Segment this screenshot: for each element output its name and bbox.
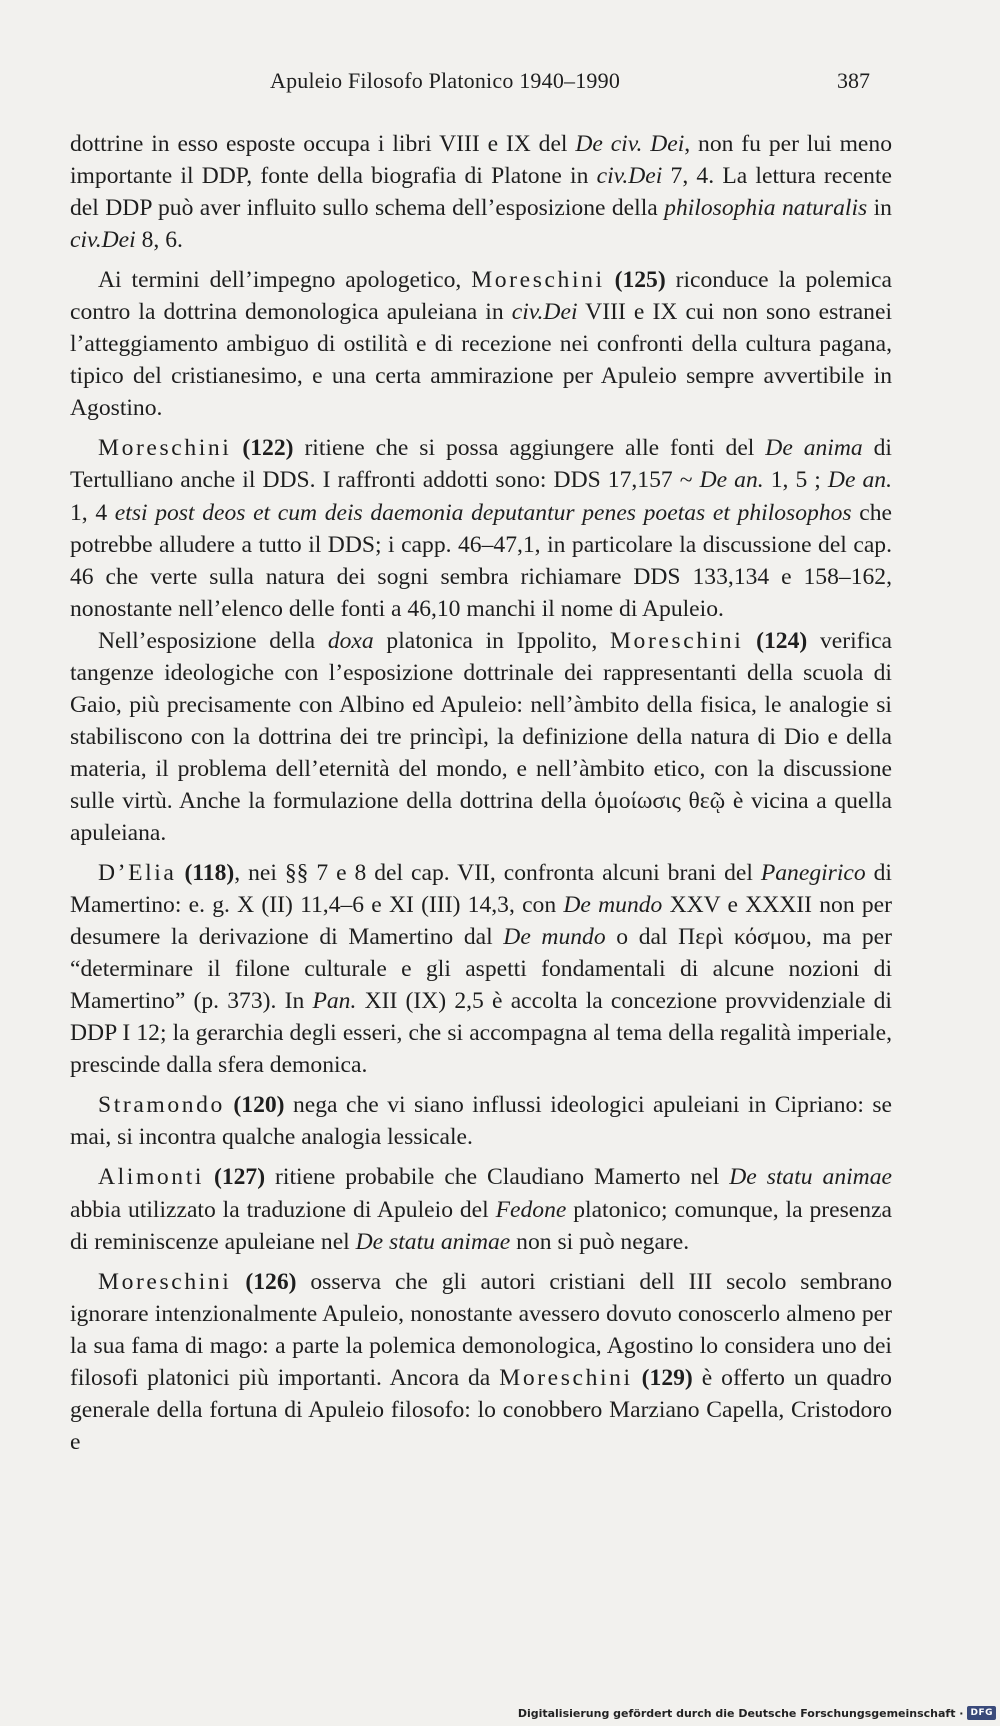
work-title: De statu animae: [355, 1228, 511, 1255]
latin-phrase: philosophia naturalis: [664, 195, 868, 222]
running-head: [70, 68, 870, 102]
reference-number: (129): [641, 1364, 693, 1391]
author-name: Stramondo: [98, 1092, 225, 1119]
paragraph: Ai termini dell’impegno apologetico, Moreschini (125) riconduce la polemica contro la dottrina demonologica apuleiana in civ.Dei VIII e IX cui non sono estranei l’atteggiamento ambiguo di ostilità e di recezione nei confronti della cultura pagana, tipico del cristianesimo, e una certa ammirazione per Apuleio sempre avvertibile in Agostino.: [70, 267, 892, 422]
footer-text: Digitalisierung gefördert durch die Deutsche Forschungsgemeinschaft ·: [517, 1706, 964, 1720]
reference-number: (120): [233, 1092, 285, 1119]
author-name: Alimonti: [98, 1164, 205, 1191]
work-title: civ.Dei: [596, 163, 663, 190]
body-text: [70, 128, 892, 1458]
work-title: De civ. Dei: [575, 131, 685, 157]
work-title: civ.Dei: [70, 227, 136, 254]
work-title: Pan.: [312, 988, 357, 1015]
author-name: Moreschini: [499, 1364, 633, 1391]
reference-number: (127): [213, 1164, 266, 1191]
paragraph: Nell’esposizione della doxa platonica in Ippolito, Moreschini (124) verifica tangenze ideologiche con l’esposizione dottrinale dei rappresentanti della scuola di Gaio, più precisamente con Albino ed Apuleio: nell’àmbito della fisica, le analogie si stabiliscono con la dottrina dei tre princìpi, la definizione della natura di Dio e della materia, il problema dell’eternità del mondo, e nell’àmbito etico, con la discussione sulle virtù. Anche la formulazione della dottrina della ὁμοίωσις θεῷ è vicina a quella apuleiana.: [70, 627, 893, 846]
work-title: De an.: [699, 467, 764, 494]
paragraph: D’Elia (118), nei §§ 7 e 8 del cap. VII, confronta alcuni brani del Panegirico di Mamertino: e. g. X (II) 11,4–6 e XI (III) 14,3, con De mundo XXV e XXXII non per desumere la derivazione di Mamertino dal De mundo o dal Περὶ κόσμου, ma per “determinare il filone culturale e gli aspetti fondamentali di alcune nozioni di Mamertino” (p. 373). In Pan. XII (IX) 2,5 è accolta la concezione provvidenziale di DDP I 12; la gerarchia degli esseri, che si accompagna al tema della regalità imperiale, prescinde dalla sfera demonica.: [70, 860, 893, 1079]
reference-number: (122): [242, 435, 294, 462]
work-title: De an.: [827, 467, 892, 494]
reference-number: (126): [245, 1268, 297, 1295]
paragraph: Moreschini (126) osserva che gli autori cristiani dell III secolo sembrano ignorare intenzionalmente Apuleio, nonostante avessero dovuto conoscerlo almeno per la sua fama di mago: a parte la polemica demonologica, Agostino lo considera uno dei filosofi platonici più importanti. Ancora da Moreschini (129) è offerto un quadro generale della fortuna di Apuleio filosofo: lo conobbero Marziano Capella, Cristodoro e: [70, 1268, 892, 1455]
latin-quotation: etsi post deos et cum deis daemonia deputantur penes poetas et philosophos: [114, 499, 852, 526]
paragraph: dottrine in esso esposte occupa i libri VIII e IX del De civ. Dei, non fu per lui meno importante il DDP, fonte della biografia di Platone in civ.Dei 7, 4. La lettura recente del DDP può aver influito sullo schema dell’esposizione della philosophia naturalis in civ.Dei 8, 6.: [70, 131, 892, 254]
work-title: De mundo: [503, 924, 606, 951]
work-title: De anima: [765, 435, 863, 462]
author-name: Moreschini: [98, 1268, 232, 1295]
author-name: Moreschini: [471, 267, 605, 294]
running-title: Apuleio Filosofo Platonico 1940–1990: [270, 68, 621, 93]
work-title: Fedone: [495, 1196, 567, 1223]
author-name: Moreschini: [609, 627, 744, 654]
work-title: civ.Dei: [511, 299, 578, 326]
paragraph: Moreschini (122) ritiene che si possa aggiungere alle fonti del De anima di Tertulliano anche il DDS. I raffronti addotti sono: DDS 17,157 ~ De an. 1, 5 ; De an. 1, 4 etsi post deos et cum deis daemonia deputantur penes poetas et philosophos che potrebbe alludere a tutto il DDS; i capp. 46–47,1, in particolare la discussione del cap. 46 che verte sulla natura dei sogni sembra richiamare DDS 133,134 e 158–162, nonostante nell’elenco delle fonti a 46,10 manchi il nome di Apuleio.: [70, 435, 892, 622]
page-number: 387: [837, 68, 870, 93]
work-title: De statu animae: [729, 1164, 892, 1191]
paragraph: Stramondo (120) nega che vi siano influssi ideologici apuleiani in Cipriano: se mai, si incontra qualche analogia lessicale.: [70, 1092, 892, 1151]
reference-number: (125): [614, 267, 666, 294]
work-title: Panegirico: [760, 860, 866, 887]
dfg-logo-icon: DFG: [967, 1706, 996, 1720]
paragraph: Alimonti (127) ritiene probabile che Claudiano Mamerto nel De statu animae abbia utilizzato la traduzione di Apuleio del Fedone platonico; comunque, la presenza di reminiscenze apuleiane nel De statu animae non si può negare.: [70, 1164, 892, 1255]
digitization-footer: [518, 1704, 996, 1722]
work-title: De mundo: [563, 892, 663, 919]
greek-term: doxa: [327, 627, 374, 654]
reference-number: (118): [184, 860, 235, 887]
reference-number: (124): [756, 627, 808, 654]
author-name: D’Elia: [98, 860, 177, 887]
author-name: Moreschini: [98, 435, 232, 462]
